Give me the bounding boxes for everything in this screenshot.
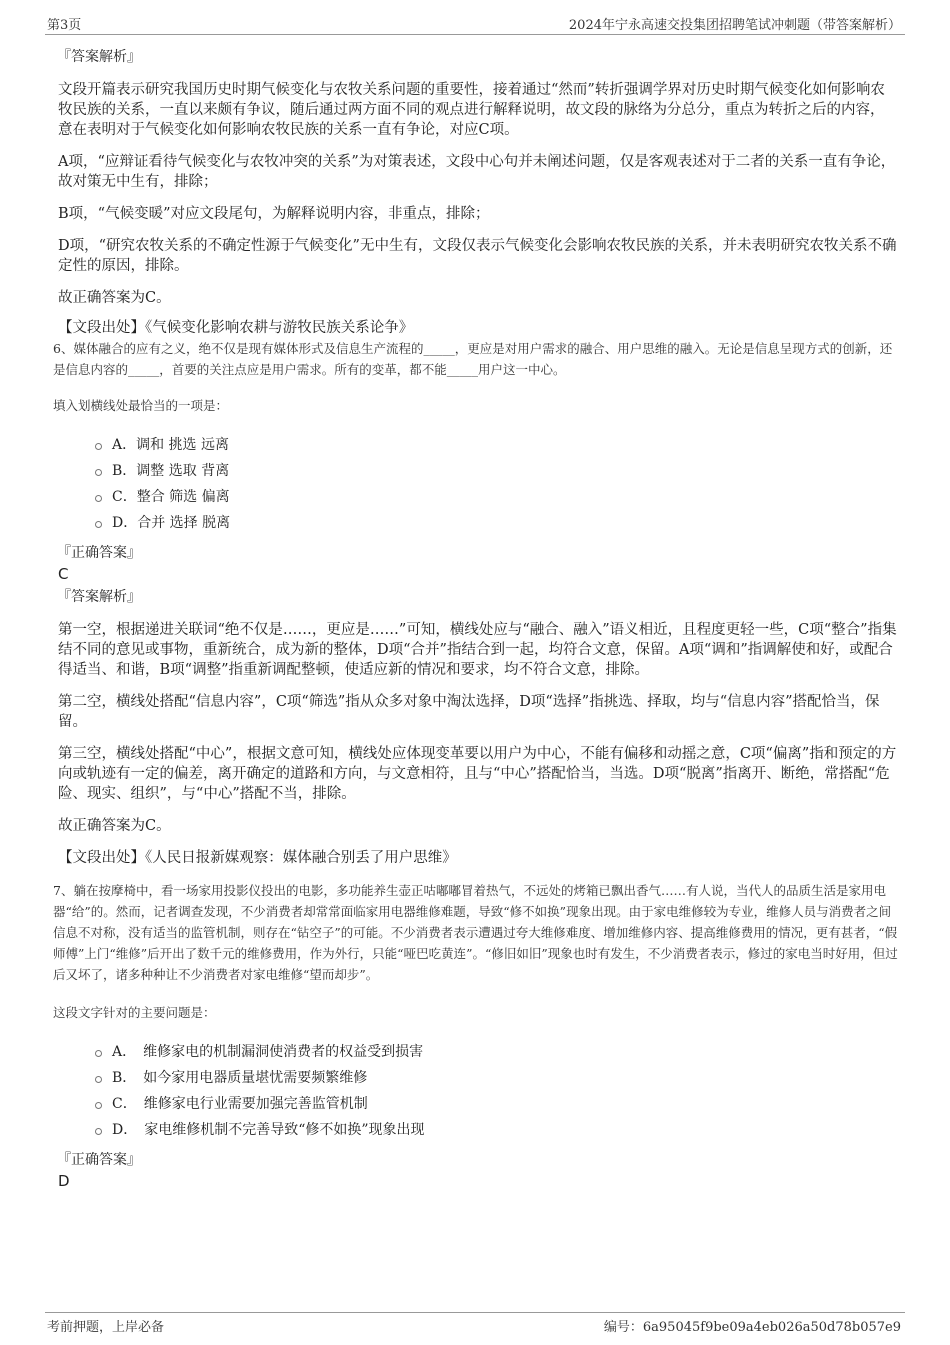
page-footer — [45, 1312, 905, 1335]
page-header — [45, 14, 905, 35]
q7-option-b[interactable]: B． 如今家用电器质量堪忧需要频繁维修 — [95, 1065, 898, 1091]
q7-option-c[interactable]: C． 维修家电行业需要加强完善监管机制 — [95, 1091, 898, 1117]
q6-explain-p4: 故正确答案为C。 — [58, 818, 171, 834]
q7-prompt: 这段文字针对的主要问题是： — [53, 1005, 216, 1020]
footer-serial: 编号：6a95045f9be09a4eb026a50d78b057e9 — [603, 1320, 901, 1335]
q6-explain-p1: 第一空，根据递进关联词“绝不仅是……，更应是……”可知，横线处应与“融合、融入”语义相近，且程度更轻一些，C项“整合”指集结不同的意见或事物，重新统合，成为新的整体，D项“合并”指结合到一起，均符合文意，保留。A项“调和”指调解使和好，或配合得适当、和谐，B项“调整”指重新调配整顿，使适应新的情况和要求，均不符合文意，排除。 — [58, 622, 897, 678]
q6-explain-label: 『答案解析』 — [57, 589, 141, 605]
radio-icon[interactable] — [95, 1128, 102, 1135]
q6-option-b[interactable]: B．调整 选取 背离 — [95, 458, 898, 484]
q6-option-a[interactable]: A．调和 挑选 远离 — [95, 432, 898, 458]
radio-icon[interactable] — [95, 469, 102, 476]
q7-question: 7、躺在按摩椅中，看一场家用投影仪投出的电影，多功能养生壶正咕嘟嘟冒着热气，不远处的烤箱已飘出香气……有人说，当代人的品质生活是家用电器“给”的。然而，记者调查发现，不少消费者却常常面临家用电器维修难题，导致“修不如换”现象出现。由于家电维修较为专业，维修人员与消费者之间信息不对称，没有适当的监管机制，则存在“钻空子”的可能。不少消费者表示遭遇过夸大维修难度、增加维修内容、提高维修费用的情况，更有甚者，“假师傅”上门“维修”后开出了数千元的维修费用，作为外行，只能“哑巴吃黄连”。“修旧如旧”现象也时有发生，不少消费者表示，修过的家电当时好用，但过后又坏了，诸多种种让不少消费者对家电维修“望而却步”。 — [53, 883, 898, 982]
q6-answer-label: 『正确答案』 — [57, 545, 141, 561]
radio-icon[interactable] — [95, 1076, 102, 1083]
radio-icon[interactable] — [95, 443, 102, 450]
q6-source: 【文段出处】《人民日报新媒观察：媒体融合别丢了用户思维》 — [58, 850, 457, 866]
q6-prompt: 填入划横线处最恰当的一项是： — [53, 398, 229, 413]
radio-icon[interactable] — [95, 495, 102, 502]
q7-answer: D — [58, 1172, 70, 1190]
q6-answer: C — [58, 565, 69, 583]
q6-option-d[interactable]: D．合并 选择 脱离 — [95, 510, 898, 536]
q7-option-d[interactable]: D． 家电维修机制不完善导致“修不如换”现象出现 — [95, 1117, 898, 1143]
footer-slogan: 考前押题，上岸必备 — [47, 1320, 165, 1335]
radio-icon[interactable] — [95, 521, 102, 528]
q6-option-c[interactable]: C．整合 筛选 偏离 — [95, 484, 898, 510]
q5-source: 【文段出处】《气候变化影响农耕与游牧民族关系论争》 — [58, 320, 414, 336]
q5-explain-p5: 故正确答案为C。 — [58, 290, 171, 306]
radio-icon[interactable] — [95, 1102, 102, 1109]
q7-options — [95, 1039, 898, 1143]
document-title: 2024年宁永高速交投集团招聘笔试冲刺题（带答案解析） — [568, 18, 901, 33]
page-content — [53, 44, 898, 1191]
q5-explain-p2: A项，“应辩证看待气候变化与农牧冲突的关系”为对策表述，文段中心句并未阐述问题，仅是客观表述对于二者的关系一直有争论，故对策无中生有，排除； — [58, 154, 896, 190]
q7-answer-label: 『正确答案』 — [57, 1152, 141, 1168]
q6-explain-p3: 第三空，横线处搭配“中心”，根据文意可知，横线处应体现变革要以用户为中心，不能有偏移和动摇之意，C项“偏离”指和预定的方向或轨迹有一定的偏差，离开确定的道路和方向，与文意相符，且与“中心”搭配恰当，当选。D项“脱离”指离开、断绝，常搭配“危险、现实、组织”，与“中心”搭配不当，排除。 — [58, 746, 897, 802]
q6-options — [95, 432, 898, 536]
page-number: 第3页 — [47, 18, 82, 33]
q5-explain-p4: D项，“研究农牧关系的不确定性源于气候变化”无中生有，文段仅表示气候变化会影响农牧民族的关系，并未表明研究农牧关系不确定性的原因，排除。 — [58, 238, 897, 274]
q7-option-a[interactable]: A． 维修家电的机制漏洞使消费者的权益受到损害 — [95, 1039, 898, 1065]
q5-explain-p1: 文段开篇表示研究我国历史时期气候变化与农牧关系问题的重要性，接着通过“然而”转折强调学界对历史时期气候变化如何影响农牧民族的关系，一直以来颇有争议，随后通过两方面不同的观点进行解释说明，故文段的脉络为分总分，重点为转折之后的内容，意在表明对于气候变化如何影响农牧民族的关系一直有争论，对应C项。 — [58, 82, 885, 138]
q6-explain-p2: 第二空，横线处搭配“信息内容”，C项“筛选”指从众多对象中淘汰选择，D项“选择”指挑选、择取，均与“信息内容”搭配恰当，保留。 — [58, 694, 880, 730]
q5-explain-p3: B项，“气候变暖”对应文段尾句，为解释说明内容，非重点，排除； — [58, 206, 490, 222]
q6-question: 6、媒体融合的应有之义，绝不仅是现有媒体形式及信息生产流程的_____，更应是对用户需求的融合、用户思维的融入。无论是信息呈现方式的创新，还是信息内容的_____，首要的关注点应是用户需求。所有的变革，都不能_____用户这一中心。 — [53, 341, 893, 377]
radio-icon[interactable] — [95, 1050, 102, 1057]
explain-label-q5: 『答案解析』 — [57, 49, 141, 65]
